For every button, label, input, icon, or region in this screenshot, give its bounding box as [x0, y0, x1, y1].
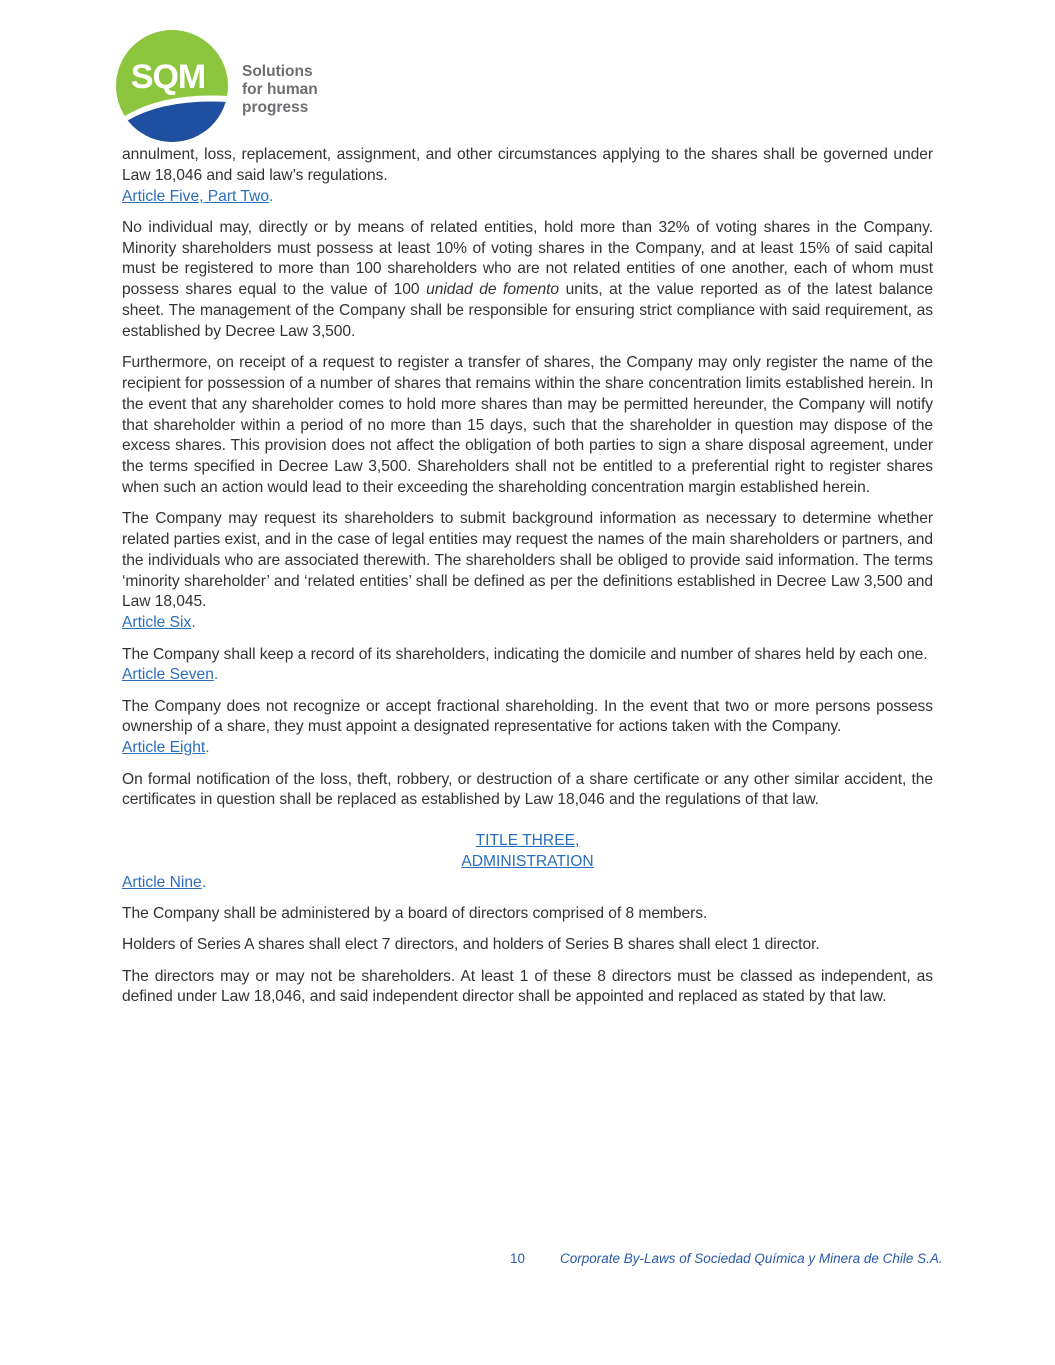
heading-article-nine: Article Nine.: [122, 873, 207, 891]
page-footer: [510, 1251, 943, 1266]
paragraph-art9-1: The Company shall be administered by a board of directors comprised of 8 members.: [122, 905, 708, 922]
document-title: Corporate By-Laws of Sociedad Química y Minera de Chile S.A.: [560, 1251, 943, 1266]
paragraph-art9-3: The directors may or may not be shareholders. At least 1 of these 8 directors must be classed as independent, as defined under Law 18,046, and said independent director shall be appointed and replaced as stated by that law.: [122, 967, 933, 1006]
paragraph-art5b-1: No individual may, directly or by means of related entities, hold more than 32% of voting shares in the Company. Minority shareholders must possess at least 10% of voting shares in the Company, and at least 15% of said capital must be registered to more than 100 shareholders who are not related entities of one another, each of whom must possess shares equal to the value of 100 unidad de fomento units, at the value reported as of the latest balance sheet. The management of the Company shall be responsible for ensuring strict compliance with said requirement, as established by Decree Law 3,500.: [122, 218, 933, 340]
sqm-logo: [116, 30, 346, 144]
title-three-heading: [122, 831, 933, 873]
article-nine-link[interactable]: Article Nine: [122, 873, 202, 891]
svg-text:SQM: SQM: [130, 58, 206, 96]
heading-article-seven: Article Seven.: [122, 666, 219, 684]
paragraph-art6-1: The Company shall keep a record of its shareholders, indicating the domicile and number of shares held by each one.: [122, 645, 928, 663]
logo-tagline: Solutions for human progress: [242, 63, 318, 116]
paragraph-art5b-2: Furthermore, on receipt of a request to register a transfer of shares, the Company may only register the name of the recipient for possession of a number of shares that remains within the share concentration limits established herein. In the event that any shareholder comes to hold more shares than may be permitted hereunder, the Company will notify that shareholder within a period of no more than 15 days, such that the shareholder in question may dispose of the excess shares. This provision does not affect the obligation of both parties to sign a share disposal agreement, under the terms specified in Decree Law 3,500. Shareholders shall not be entitled to a preferential right to register shares when such an action would lead to their exceeding the shareholding concentration margin established herein.: [122, 354, 933, 496]
heading-article-five-part-two: Article Five, Part Two.: [122, 187, 274, 205]
document-body: [122, 145, 933, 1008]
article-eight-link[interactable]: Article Eight: [122, 739, 206, 757]
article-seven-link[interactable]: Article Seven: [122, 666, 214, 684]
paragraph-art9-2: Holders of Series A shares shall elect 7 directors, and holders of Series B shares shall elect 1 director.: [122, 936, 820, 954]
paragraph-art7-1: The Company does not recognize or accept fractional shareholding. In the event that two or more persons possess ownership of a share, they must appoint a designated representative for actions taken with the Company.: [122, 697, 933, 736]
article-six-link[interactable]: Article Six: [122, 614, 192, 632]
title-three-link[interactable]: TITLE THREE,: [475, 832, 580, 850]
heading-article-six: Article Six.: [122, 614, 196, 632]
article-five-part-two-link[interactable]: Article Five, Part Two: [122, 187, 270, 205]
heading-article-eight: Article Eight.: [122, 739, 210, 757]
page-number: 10: [510, 1251, 526, 1266]
paragraph-intro: annulment, loss, replacement, assignment, and other circumstances applying to the shares shall be governed under Law 18,046 and said law’s regulations.: [122, 146, 933, 184]
paragraph-art5b-3: The Company may request its shareholders to submit background information as necessary to determine whether related parties exist, and in the case of legal entities may request the names of the main shareholders or partners, and the individuals who are associated therewith. The shareholders shall be obliged to provide said information. The terms ‘minority shareholder’ and ‘related entities’ shall be defined as per the definitions established in Decree Law 3,500 and Law 18,045.: [122, 510, 933, 611]
administration-link[interactable]: ADMINISTRATION: [461, 852, 594, 870]
sqm-logo-mark: [116, 30, 228, 144]
paragraph-art8-1: On formal notification of the loss, theft, robbery, or destruction of a share certificate or any other similar accident, the certificates in question shall be replaced as established by Law 18,046 and the regulations of that law.: [122, 770, 933, 809]
